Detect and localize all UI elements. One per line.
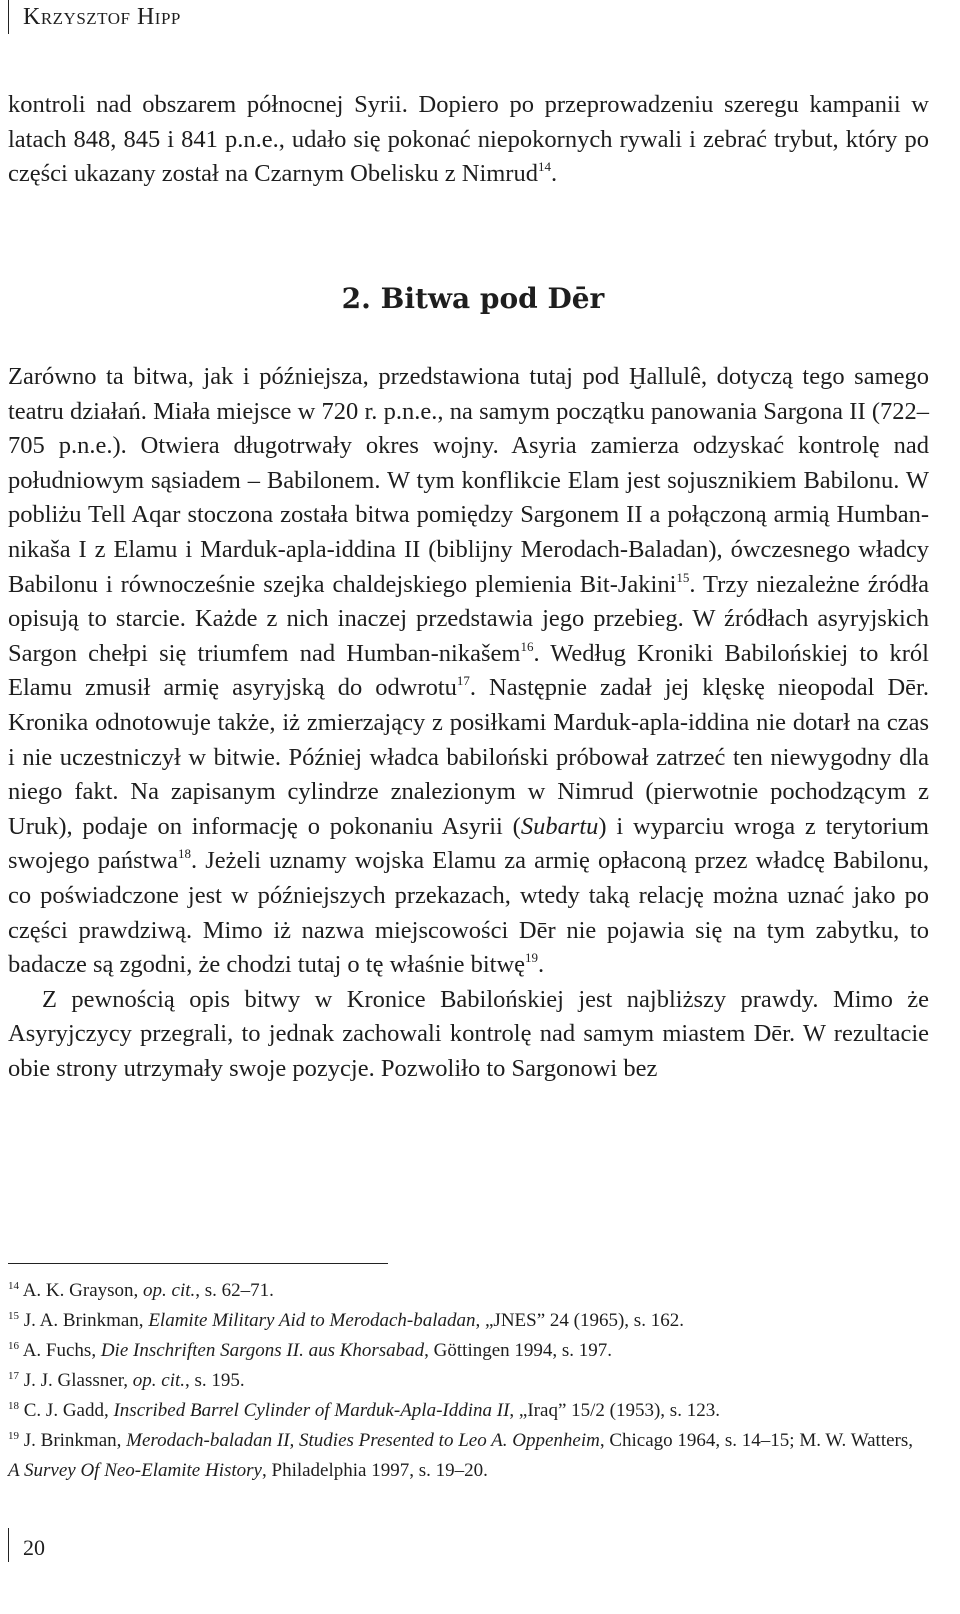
fn-text: J. Brinkman,: [23, 1430, 127, 1451]
text-run: . Według Kroniki Babilońskiej to król Elamu zmusił armię asyryjską do odwrotu: [8, 639, 929, 702]
paragraph-2: Z pewnością opis bitwy w Kronice Babilońskiej jest najbliższy prawdy. Mimo że Asyryjczycy przegrali, to jednak zachowali kontrolę nad samym miastem Dēr. W rezultacie obie strony utrzymały swoje pozycje. Pozwoliło to Sargonowi bez: [8, 985, 929, 1082]
section-heading: 2. Bitwa pod Dēr: [341, 282, 605, 315]
footnote-ref[interactable]: 15: [676, 569, 690, 585]
footnote-ref[interactable]: 17: [456, 673, 470, 689]
fn-text: A. K. Grayson,: [22, 1280, 144, 1301]
fn-text: , „JNES” 24 (1965), s. 162.: [475, 1310, 684, 1331]
text-run: .: [538, 951, 545, 979]
text-run: ) i wyparciu wroga z terytorium swojego państwa: [8, 812, 929, 875]
fn-text: , Philadelphia 1997, s. 19–20.: [262, 1460, 488, 1481]
footnote-ref[interactable]: 19: [525, 950, 539, 966]
footnote-14: [8, 1276, 929, 1306]
fn-text: , Chicago 1964, s. 14–15; M. W. Watters,: [599, 1430, 914, 1451]
footnote-18: [8, 1396, 929, 1426]
fn-italic: Elamite Military Aid to Merodach-baladan: [148, 1310, 476, 1331]
footnote-ref[interactable]: 18: [178, 846, 192, 862]
paragraph-text: kontroli nad obszarem północnej Syrii. Dopiero po przeprowadzeniu szeregu kampanii w latach 848, 845 i 841 p.n.e., udało się pokonać niepokornych rywali i zebrać trybut, który po części ukazany został na Czarnym Obelisku z Nimrud: [8, 91, 929, 188]
footnote-separator: [8, 1263, 388, 1264]
footnote-number: 17: [8, 1370, 19, 1382]
text-run: . Następnie zadał jej klęskę nieopodal Dēr. Kronika odnotowuje także, iż zmierzający z posiłkami Marduk-apla-iddina nie dotarł na czas i nie uczestniczył w bitwie. Później władca babiloński próbował zatrzeć ten niewygodny dla niego fakt. Na zapisanym cylindrze znalezionym w Nimrud (pierwotnie pochodzącym z Uruk), podaje on informację o pokonaniu Asyrii (: [8, 674, 929, 840]
fn-italic: A Survey Of Neo-Elamite History: [8, 1460, 262, 1481]
footnote-number: 16: [8, 1340, 19, 1352]
running-head: Krzysztof Hipp: [8, 0, 181, 34]
fn-italic: op. cit.: [132, 1370, 186, 1391]
fn-text: J. J. Glassner,: [23, 1370, 133, 1391]
paragraph-end: .: [550, 160, 558, 188]
fn-italic: Merodach-baladan II, Studies Presented to Leo A. Oppenheim: [126, 1430, 600, 1451]
text-run: . Jeżeli uznamy wojska Elamu za armię opłaconą przez władcę Babilonu, co poświadczone jest w późniejszych przekazach, wtedy taką relację można uznać jako po części prawdziwą. Mimo iż nazwa miejscowości Dēr nie pojawia się na tym zabytku, to badacze są zgodni, że chodzi tutaj o tę właśnie bitwę: [8, 847, 929, 979]
fn-text: C. J. Gadd,: [23, 1400, 114, 1421]
footnote-16: [8, 1336, 929, 1366]
fn-italic: Die Inschriften Sargons II. aus Khorsabad: [100, 1340, 425, 1361]
footnote-number: 14: [8, 1280, 19, 1292]
text-run: Zarówno ta bitwa, jak i późniejsza, przedstawiona tutaj pod Ḫallulê, dotyczą tego samego teatru działań. Miała miejsce w 720 r. p.n.e., na samym początku panowania Sargona II (722–705 p.n.e.). Otwiera długotrwały okres wojny. Asyria zamierza odzyskać kontrolę nad południowym sąsiadem – Babilonem. W tym konflikcie Elam jest sojusznikiem Babilonu. W pobliżu Tell Aqar stoczona została bitwa pomiędzy Sargonem II a połączoną armią Humban-nikaša I z Elamu i Marduk-apla-iddina II (biblijny Merodach-Baladan), ówczesnego władcy Babilonu i równocześnie szejka chaldejskiego plemienia Bit-Jakini: [8, 363, 929, 598]
italic-term: Subartu: [520, 812, 599, 840]
footnote-number: 15: [8, 1310, 19, 1322]
footnote-ref[interactable]: 14: [537, 159, 551, 175]
footnote-17: [8, 1366, 929, 1396]
footnote-ref[interactable]: 16: [520, 638, 534, 654]
fn-italic: Inscribed Barrel Cylinder of Marduk-Apla-Iddina II: [113, 1400, 510, 1421]
footnote-19: [8, 1426, 929, 1486]
fn-text: , Göttingen 1994, s. 197.: [424, 1340, 613, 1361]
footnote-number: 18: [8, 1400, 19, 1412]
footnote-15: [8, 1306, 929, 1336]
footnote-number: 19: [8, 1430, 19, 1442]
fn-text: , s. 195.: [185, 1370, 245, 1391]
fn-text: J. A. Brinkman,: [23, 1310, 149, 1331]
text-run: . Trzy niezależne źródła opisują to starcie. Każde z nich inaczej przedstawia jego przebieg. W źródłach asyryjskich Sargon chełpi się triumfem nad Humban-nikašem: [8, 570, 929, 667]
page-number: 20: [8, 1528, 45, 1562]
fn-text: , s. 62–71.: [195, 1280, 274, 1301]
footnotes: [8, 1276, 929, 1486]
paragraph-continuation: [8, 88, 929, 192]
section-body: [8, 360, 929, 1086]
fn-text: A. Fuchs,: [22, 1340, 101, 1361]
fn-italic: op. cit.: [143, 1280, 196, 1301]
fn-text: , „Iraq” 15/2 (1953), s. 123.: [509, 1400, 720, 1421]
paragraph-1: [8, 360, 929, 983]
